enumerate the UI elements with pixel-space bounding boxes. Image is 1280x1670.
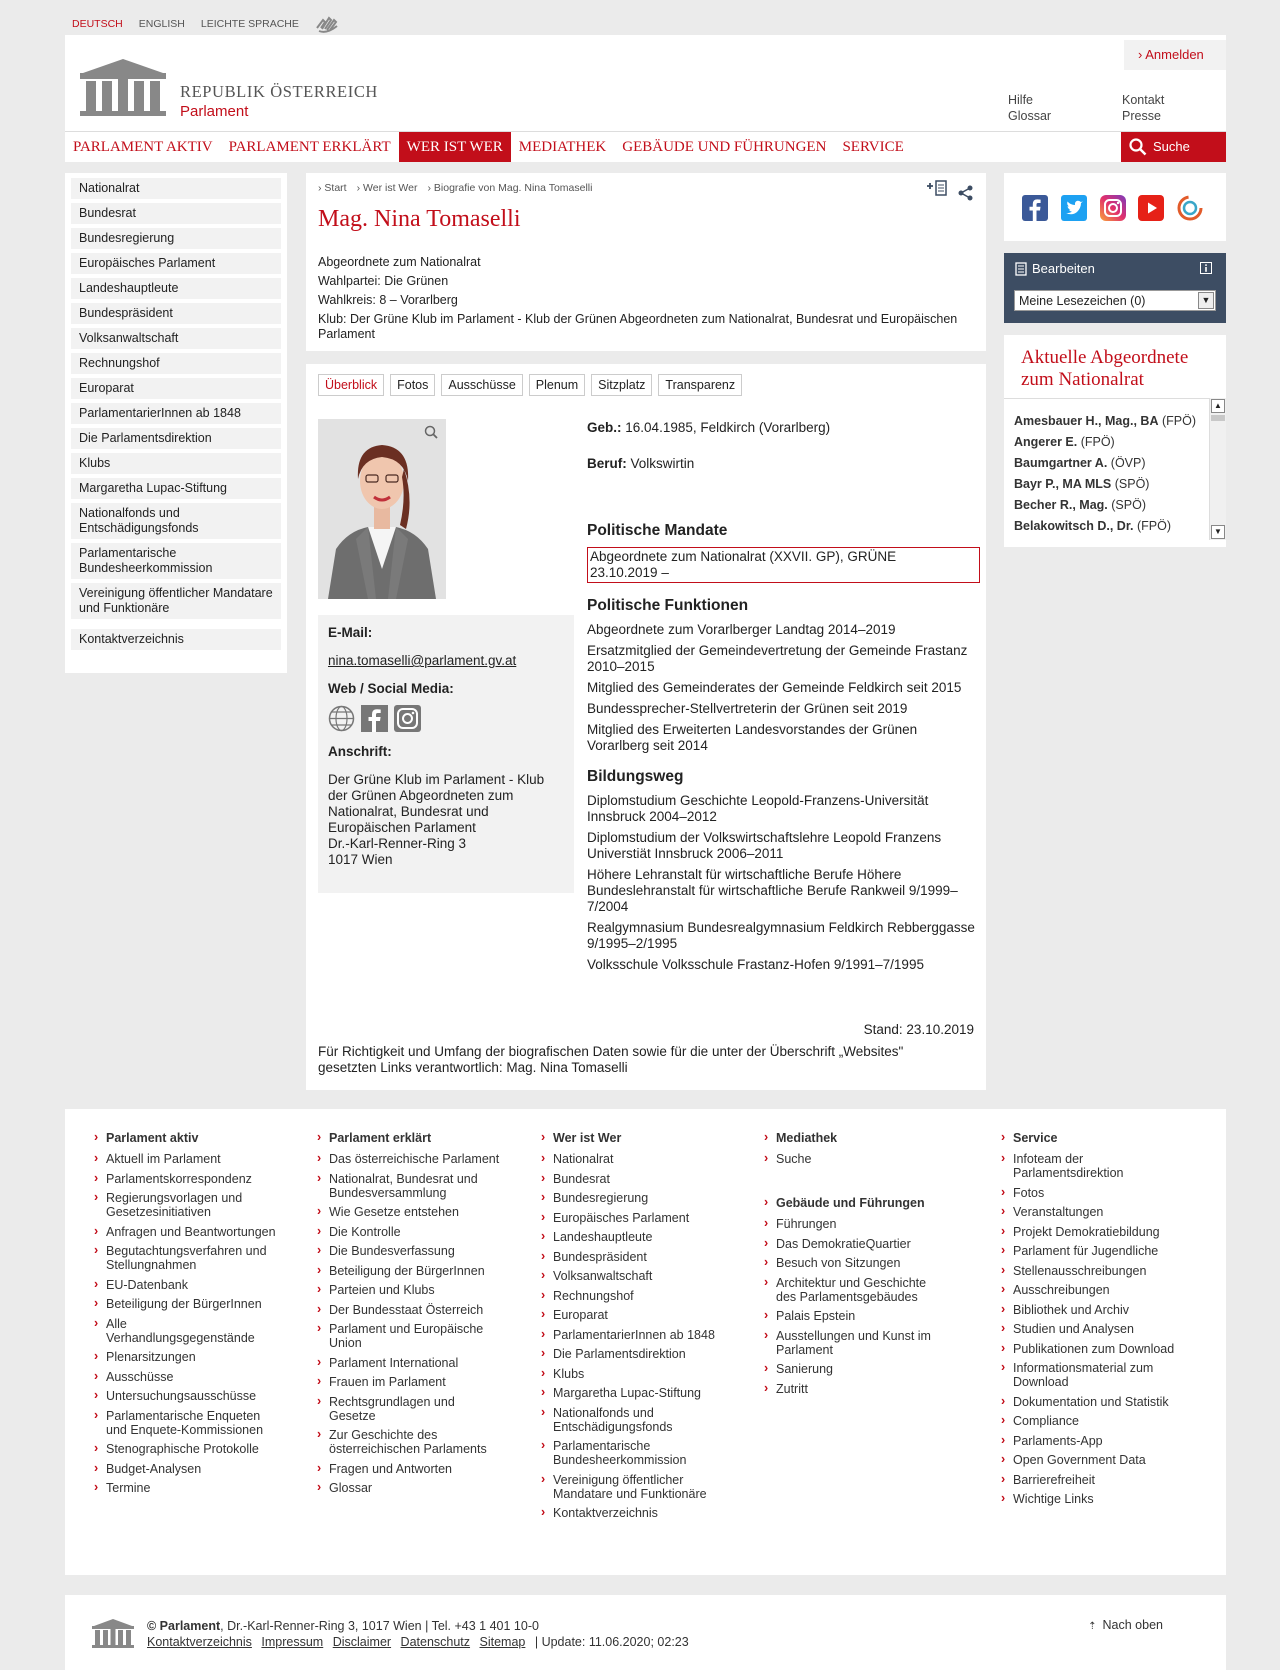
footer-link[interactable]: › Zur Geschichte des österreichischen Parlaments [317,1428,502,1456]
scrollbar[interactable] [1209,398,1226,540]
footer-link[interactable]: › Parlaments-App [1001,1434,1191,1448]
footer-link[interactable]: › Nationalrat, Bundesrat und Bundesversammlung [317,1172,502,1200]
instagram-icon[interactable] [1100,195,1126,221]
footer-link[interactable]: › Sanierung [764,1362,949,1376]
footer-link[interactable]: › Parlamentarische Enqueten und Enquete-Kommissionen [94,1409,279,1437]
tab-ueberblick[interactable]: Überblick [318,374,384,396]
footer-link[interactable]: › Anfragen und Beantwortungen [94,1225,279,1239]
parliament-logo-icon[interactable] [91,1616,135,1648]
info-icon[interactable] [1200,262,1212,274]
footer-link[interactable]: › Aktuell im Parlament [94,1152,279,1166]
footer-link[interactable]: › Untersuchungsausschüsse [94,1389,279,1403]
twitter-icon[interactable] [1061,195,1087,221]
footer-link[interactable]: › Wichtige Links [1001,1492,1191,1506]
logo-subtitle[interactable]: Parlament [180,103,249,120]
bildung-item: Höhere Lehranstalt für wirtschaftliche Berufe Höhere Bundeslehranstalt für wirtschaftliche Berufe Rankweil 9/1999–7/2004 [587,867,958,914]
contact-box [318,615,574,893]
footer-link[interactable]: › Dokumentation und Statistik [1001,1395,1191,1409]
footer-link[interactable]: › Begutachtungsverfahren und Stellungnahmen [94,1244,279,1272]
main-nav [65,131,1226,162]
footer-link[interactable]: › Bibliothek und Archiv [1001,1303,1191,1317]
footer-link[interactable]: › Bundesregierung [541,1191,726,1205]
profession-label: Beruf: [587,456,627,471]
help-link[interactable]: Hilfe [1008,93,1034,107]
footer-heading[interactable]: › Service [1001,1131,1191,1145]
lang-deutsch[interactable]: DEUTSCH [72,18,123,30]
person-party: Wahlpartei: Die Grünen [318,274,449,288]
scroll-down-icon[interactable]: ▼ [1211,525,1225,539]
footer-link[interactable]: › Architektur und Geschichte des Parlamentsgebäudes [764,1276,949,1304]
footer-link[interactable]: › Die Kontrolle [317,1225,502,1239]
address-street: Dr.-Karl-Renner-Ring 3 [328,836,467,851]
footer-link[interactable]: › Rechnungshof [541,1289,726,1303]
footer-link[interactable]: › Parlament für Jugendliche [1001,1244,1191,1258]
tab-plenum[interactable]: Plenum [529,374,585,396]
site-header [65,35,1226,162]
footer-link[interactable]: › Palais Epstein [764,1309,949,1323]
list-item[interactable]: Amesbauer H., Mag., BA (FPÖ) [1014,414,1196,428]
press-link[interactable]: Presse [1122,109,1161,123]
contact-link[interactable]: Kontakt [1122,93,1165,107]
footer-link[interactable]: › Bundespräsident [541,1250,726,1264]
language-bar [72,14,341,34]
footer-heading[interactable]: › Gebäude und Führungen [764,1196,949,1210]
help-links [1008,92,1051,124]
sidebar-item-europarat[interactable]: Europarat [71,378,281,399]
instagram-icon[interactable] [394,705,421,732]
sidebar-item-bundesheerkommission[interactable]: Parlamentarische Bundesheerkommission [71,543,281,579]
footer-col-parlament-aktiv [94,1131,279,1501]
nav-parlament-aktiv[interactable]: PARLAMENT AKTIV [73,139,213,155]
bildung-item: Volksschule Volksschule Frastanz-Hofen 9/1991–7/1995 [587,957,924,972]
footer-link[interactable]: › Suche [764,1152,949,1166]
person-info [318,253,958,342]
person-club: Klub: Der Grüne Klub im Parlament - Klub der Grünen Abgeordneten zum Nationalrat, Bundesrat und Europäischen Parlament [318,312,958,341]
list-item[interactable]: Angerer E. (FPÖ) [1014,435,1115,449]
bildung-heading: Bildungsweg [587,768,684,785]
social-links [328,705,564,732]
current-members-box [1004,335,1226,547]
footer-link-impressum[interactable]: Impressum [261,1635,324,1649]
footer-link[interactable]: › Parteien und Klubs [317,1283,502,1297]
address-club: Der Grüne Klub im Parlament - Klub der Grünen Abgeordneten zum Nationalrat, Bundesrat und Europäischen Parlament [328,772,545,835]
funktion-item: Bundessprecher-Stellvertreterin der Grünen seit 2019 [587,701,908,716]
footer-link[interactable]: › Parlament und Europäische Union [317,1322,502,1350]
funktion-item: Mitglied des Gemeinderates der Gemeinde Feldkirch seit 2015 [587,680,962,695]
scroll-up-icon[interactable]: ▲ [1211,399,1225,413]
lang-english[interactable]: ENGLISH [138,18,185,30]
footer-link[interactable]: › Zutritt [764,1382,949,1396]
footer-link[interactable]: › Termine [94,1481,279,1495]
footer-link-datenschutz[interactable]: Datenschutz [400,1635,471,1649]
footer-link[interactable]: › Wie Gesetze entstehen [317,1205,502,1219]
stand-date: Stand: 23.10.2019 [863,1022,974,1037]
search-button[interactable]: Suche [1121,132,1226,162]
footer-link[interactable]: › Infoteam der Parlamentsdirektion [1001,1152,1191,1180]
footer-link[interactable]: › Open Government Data [1001,1453,1191,1467]
sidebar-item-bundesrat[interactable]: Bundesrat [71,203,281,224]
portrait-image [318,419,446,599]
birth-value: 16.04.1985, Feldkirch (Vorarlberg) [625,420,831,435]
footer-col-parlament-erklaert [317,1131,502,1501]
list-item[interactable]: Bayr P., MA MLS (SPÖ) [1014,477,1150,491]
nav-wer-ist-wer[interactable]: WER IST WER [399,132,511,162]
nav-service[interactable]: SERVICE [842,139,904,155]
social-media-box [1004,173,1226,241]
footer-link[interactable]: › Budget-Analysen [94,1462,279,1476]
person-role: Abgeordnete zum Nationalrat [318,255,481,269]
tab-fotos[interactable]: Fotos [390,374,435,396]
back-to-top-link[interactable]: ⇡ Nach oben [1088,1618,1163,1632]
footer-link[interactable]: › Kontaktverzeichnis [541,1506,726,1520]
footer-link[interactable]: › Parlamentskorrespondenz [94,1172,279,1186]
breadcrumb-wer-ist-wer[interactable]: › Wer ist Wer [357,182,418,194]
bildung-item: Diplomstudium Geschichte Leopold-Franzens-Universität Innsbruck 2004–2012 [587,793,929,824]
birth-label: Geb.: [587,420,622,435]
funktion-item: Mitglied des Erweiterten Landesvorstandes der Grünen Vorarlberg seit 2014 [587,722,918,753]
footer-link[interactable]: › Beteiligung der BürgerInnen [317,1264,502,1278]
footer-link[interactable]: › Glossar [317,1481,502,1495]
sidebar-item-volksanwaltschaft[interactable]: Volksanwaltschaft [71,328,281,349]
footer-link[interactable]: › Barrierefreiheit [1001,1473,1191,1487]
sidebar-item-parlamentsdirektion[interactable]: Die Parlamentsdirektion [71,428,281,449]
person-constituency: Wahlkreis: 8 – Vorarlberg [318,293,458,307]
bookmark-add-icon[interactable] [926,179,948,197]
footer-heading[interactable]: › Parlament aktiv [94,1131,279,1145]
sidebar-item-landeshauptleute[interactable]: Landeshauptleute [71,278,281,299]
footer-heading[interactable]: › Wer ist Wer [541,1131,726,1145]
footer-link[interactable]: › Der Bundesstaat Österreich [317,1303,502,1317]
nav-mediathek[interactable]: MEDIATHEK [518,139,607,155]
footer-link[interactable]: › Europäisches Parlament [541,1211,726,1225]
tab-ausschuesse[interactable]: Ausschüsse [441,374,522,396]
footer-link[interactable]: › Margaretha Lupac-Stiftung [541,1386,726,1400]
sidebar-item-rechnungshof[interactable]: Rechnungshof [71,353,281,374]
disclaimer-text: Für Richtigkeit und Umfang der biografischen Daten sowie für die unter der Überschrift „Websites" gesetzten Links verantwortlich: Mag. Nina Tomaselli [318,1044,904,1075]
footer-link[interactable]: › Ausstellungen und Kunst im Parlament [764,1329,949,1357]
lang-leichte-sprache[interactable]: LEICHTE SPRACHE [200,18,299,30]
sidebar-item-vereinigung[interactable]: Vereinigung öffentlicher Mandatare und Funktionäre [71,583,281,619]
person-photo[interactable] [318,419,446,599]
mandate-item: Abgeordnete zum Nationalrat (XXVII. GP), GRÜNE 23.10.2019 – [587,547,980,583]
update-timestamp: | Update: 11.06.2020; 02:23 [534,1635,689,1649]
sidebar-item-nationalfonds[interactable]: Nationalfonds und Entschädigungsfonds [71,503,281,539]
footer-link[interactable]: › Parlament International [317,1356,502,1370]
footer-link[interactable]: › Regierungsvorlagen und Gesetzesinitiativen [94,1191,279,1219]
bearbeiten-label[interactable]: Bearbeiten [1032,261,1095,276]
share-icon[interactable] [958,185,974,201]
person-header-card [306,173,986,351]
footer-link[interactable]: › Alle Verhandlungsgegenstände [94,1317,279,1345]
footer-link[interactable]: › Bundesrat [541,1172,726,1186]
footer-link[interactable]: › Die Parlamentsdirektion [541,1347,726,1361]
breadcrumb-start[interactable]: › Start [318,182,347,194]
youtube-icon[interactable] [1138,195,1164,221]
footer-link[interactable]: › EU-Datenbank [94,1278,279,1292]
profession-value: Volkswirtin [630,456,695,471]
tab-transparenz[interactable]: Transparenz [658,374,742,396]
footer-link[interactable]: › Parlamentarische Bundesheerkommission [541,1439,726,1467]
copyright-address: , Dr.-Karl-Renner-Ring 3, 1017 Wien | Tel. +43 1 401 10-0 [220,1619,539,1633]
sidebar-item-bundesregierung[interactable]: Bundesregierung [71,228,281,249]
footer-link[interactable]: › Ausschüsse [94,1370,279,1384]
sidebar-item-klubs[interactable]: Klubs [71,453,281,474]
footer-link[interactable]: › Fragen und Antworten [317,1462,502,1476]
bottom-info [147,1618,689,1650]
footer-link[interactable]: › Rechtsgrundlagen und Gesetze [317,1395,502,1423]
contact-links [1122,92,1164,124]
footer-link[interactable]: › Klubs [541,1367,726,1381]
sidebar-item-lupac-stiftung[interactable]: Margaretha Lupac-Stiftung [71,478,281,499]
footer-heading[interactable]: › Parlament erklärt [317,1131,502,1145]
birth-row [587,420,980,436]
footer-link[interactable]: › Studien und Analysen [1001,1322,1191,1336]
sign-language-icon[interactable] [315,14,341,34]
address-label: Anschrift: [328,744,392,759]
tab-bar [318,374,742,396]
zoom-icon[interactable] [424,425,438,439]
footer-link[interactable]: › Informationsmaterial zum Download [1001,1361,1191,1389]
chevron-right-icon: › [1138,47,1146,62]
scrollbar-thumb[interactable] [1211,415,1225,421]
copyright-org: © Parlament [147,1619,221,1633]
email-link[interactable]: nina.tomaselli@parlament.gv.at [328,653,517,668]
footer-heading[interactable]: › Mediathek [764,1131,949,1145]
footer-link[interactable]: › Fotos [1001,1186,1191,1200]
edit-document-icon [1015,262,1027,276]
facebook-icon[interactable] [1022,195,1048,221]
logo-title[interactable]: REPUBLIK ÖSTERREICH [180,82,378,101]
bio-details [587,420,980,978]
footer-link-disclaimer[interactable]: Disclaimer [332,1635,392,1649]
footer-col-wer-ist-wer [541,1131,726,1526]
sidebar-item-nationalrat[interactable]: Nationalrat [71,178,281,199]
web-social-label: Web / Social Media: [328,681,454,696]
search-icon [1129,138,1147,156]
email-label: E-Mail: [328,625,373,640]
footer-link[interactable]: › Publikationen zum Download [1001,1342,1191,1356]
site-footer [65,1109,1226,1575]
footer-link[interactable]: › Projekt Demokratiebildung [1001,1225,1191,1239]
footer-link[interactable]: › Compliance [1001,1414,1191,1428]
facebook-icon[interactable] [361,705,388,732]
footer-link-sitemap[interactable]: Sitemap [479,1635,526,1649]
footer-link[interactable]: › Nationalrat [541,1152,726,1166]
lesezeichen-select[interactable]: Meine Lesezeichen (0) ▼ [1014,290,1216,311]
list-item[interactable]: Belakowitsch D., Dr. (FPÖ) [1014,519,1171,533]
footer-col-service [1001,1131,1191,1512]
current-members-title: Aktuelle Abgeordnete zum Nationalrat [1021,347,1189,390]
funktionen-heading: Politische Funktionen [587,597,749,614]
mediathek-app-icon[interactable] [1177,195,1203,221]
funktion-item: Ersatzmitglied der Gemeindevertretung der Gemeinde Frastanz 2010–2015 [587,643,968,674]
bildung-item: Realgymnasium Bundesrealgymnasium Feldkirch Rebberggasse 9/1995–2/1995 [587,920,975,951]
footer-link-kontaktverzeichnis[interactable]: Kontaktverzeichnis [147,1635,252,1649]
footer-link[interactable]: › Veranstaltungen [1001,1205,1191,1219]
footer-link[interactable]: › Europarat [541,1308,726,1322]
footer-link[interactable]: › Nationalfonds und Entschädigungsfonds [541,1406,726,1434]
bottom-bar [65,1595,1226,1670]
sidebar-item-parlamentarierinnen[interactable]: ParlamentarierInnen ab 1848 [71,403,281,424]
parliament-logo-icon[interactable] [78,53,168,117]
footer-link[interactable]: › Stenographische Protokolle [94,1442,279,1456]
breadcrumb [318,182,592,194]
nav-gebaeude[interactable]: GEBÄUDE UND FÜHRUNGEN [622,139,827,155]
footer-link[interactable]: › Frauen im Parlament [317,1375,502,1389]
bildung-item: Diplomstudium der Volkswirtschaftslehre Leopold Franzens Universtiät Innsbruck 2006–2011 [587,830,942,861]
footer-link[interactable]: › Volksanwaltschaft [541,1269,726,1283]
funktion-item: Abgeordnete zum Vorarlberger Landtag 2014–2019 [587,622,896,637]
nav-parlament-erklaert[interactable]: PARLAMENT ERKLÄRT [228,139,391,155]
sidebar-item-bundespraesident[interactable]: Bundespräsident [71,303,281,324]
footer-col-mediathek [764,1131,949,1401]
sidebar-item-eu-parlament[interactable]: Europäisches Parlament [71,253,281,274]
address-city: 1017 Wien [328,852,393,867]
page-title: Mag. Nina Tomaselli [318,206,521,232]
footer-link[interactable]: › Führungen [764,1217,949,1231]
profession-row [587,456,980,472]
login-button[interactable]: › Anmelden [1124,40,1226,70]
sidebar-item-kontaktverzeichnis[interactable]: Kontaktverzeichnis [71,629,281,650]
footer-link[interactable]: › Die Bundesverfassung [317,1244,502,1258]
chevron-down-icon: ▼ [1198,292,1214,309]
list-item[interactable]: Baumgartner A. (ÖVP) [1014,456,1146,470]
footer-link[interactable]: › Beteiligung der BürgerInnen [94,1297,279,1311]
footer-link[interactable]: › Ausschreibungen [1001,1283,1191,1297]
arrow-up-icon: ⇡ [1088,1621,1097,1632]
divider [1004,398,1226,399]
footer-link[interactable]: › Das DemokratieQuartier [764,1237,949,1251]
mandate-heading: Politische Mandate [587,522,728,539]
footer-link[interactable]: › Das österreichische Parlament [317,1152,502,1166]
glossary-link[interactable]: Glossar [1008,109,1052,123]
person-detail-card [306,364,986,1090]
bookmark-panel [1004,253,1226,323]
breadcrumb-current: › Biografie von Mag. Nina Tomaselli [427,182,592,194]
footer-link[interactable]: › Landeshauptleute [541,1230,726,1244]
footer-link[interactable]: › Stellenausschreibungen [1001,1264,1191,1278]
footer-link[interactable]: › Plenarsitzungen [94,1350,279,1364]
footer-link[interactable]: › ParlamentarierInnen ab 1848 [541,1328,726,1342]
list-item[interactable]: Becher R., Mag. (SPÖ) [1014,498,1146,512]
tab-sitzplatz[interactable]: Sitzplatz [591,374,652,396]
footer-link[interactable]: › Besuch von Sitzungen [764,1256,949,1270]
website-globe-icon[interactable] [328,705,355,732]
left-sidebar [65,173,287,673]
members-list [1014,414,1204,540]
footer-link[interactable]: › Vereinigung öffentlicher Mandatare und Funktionäre [541,1473,726,1501]
